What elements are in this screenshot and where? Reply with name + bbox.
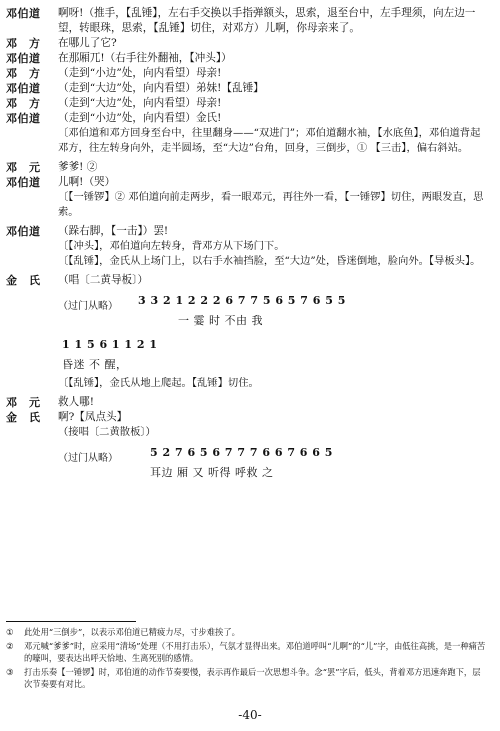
- stage-direction: 〔【乱锤】，金氏从上场门上，以右手水袖挡脸，至“大边”处，昏迷倒地，脸向外。【导板头】。: [58, 255, 481, 267]
- stage-direction: 〔【乱锤】，金氏从地上爬起。【乱锤】切住。: [58, 377, 259, 389]
- role-name: 邓伯道: [6, 82, 41, 95]
- score-lyrics: 一 霎 时 不由 我: [178, 314, 263, 327]
- footnote-mark: ③: [6, 667, 14, 677]
- score-lyrics: 昏迷 不 醒，: [62, 358, 128, 371]
- role-name: 邓伯道: [6, 7, 41, 20]
- role-name: 邓 方: [6, 67, 41, 80]
- dialogue-line: [6, 81, 490, 96]
- dialogue-line: [6, 36, 490, 51]
- line-text: 在那厢兀!（右手往外翻袖，【冲头】）: [58, 52, 232, 64]
- role-name: 邓伯道: [6, 52, 41, 65]
- score-notes: 3 3 2 1 2 2 2 6 7 7 5 6 5 7 6 5 5: [138, 294, 346, 307]
- role-name: 邓 方: [6, 37, 41, 50]
- dialogue-line: [6, 96, 490, 111]
- line-text: 儿啊!（哭）: [58, 176, 116, 188]
- footnote-text: 打击乐奏【一锤锣】时，邓伯道的动作节奏要慢，表示再作最后一次思想斗争。念“罢”字后，低头，背着邓方迅速奔跑下，层次节奏要有对比。: [24, 667, 481, 689]
- footnote-mark: ②: [6, 641, 14, 651]
- dialogue-line: [6, 51, 490, 66]
- line-text: （走到“大边”处，向内看望）母亲!: [58, 97, 222, 109]
- dialogue-line: [6, 410, 490, 425]
- footnote-text: 此处用“三倒步”，以表示邓伯道已精疲力尽，寸步难挨了。: [24, 627, 240, 637]
- role-name: 金 氏: [6, 274, 41, 287]
- role-name: 邓 元: [6, 396, 41, 409]
- role-name: 金 氏: [6, 411, 41, 424]
- role-name: 邓伯道: [6, 176, 41, 189]
- score-lead: （过门从略）: [58, 453, 118, 464]
- score-notes: 5 2 7 6 5 6 7 7 7 6 6 7 6 6 5: [150, 446, 333, 459]
- line-text: 啊呀!（推手，【乱锤】，左右手交换以手指弹额头，思索，退至台中，左手理须，向左边一望，转眼珠，思索，【乱锤】切住，对邓方）儿啊，你母亲来了。: [58, 7, 476, 34]
- line-text: （跺右脚，【一击】）罢!: [58, 225, 169, 237]
- dialogue-line: [6, 224, 490, 239]
- line-text: （唱〔二黄导板〕）: [58, 274, 149, 286]
- line-text: （走到“小边”处，向内看望）金氏!: [58, 112, 222, 124]
- stage-direction: 〔【一锤锣】② 邓伯道向前走两步，看一眼邓元，再往外一看，【一锤锣】切住，两眼发直，思索。: [58, 191, 484, 218]
- jianpu-score-1: [58, 288, 490, 332]
- role-name: 邓 元: [6, 161, 41, 174]
- stage-direction: 〔【冲头】，邓伯道向左转身，背邓方从下场门下。: [58, 240, 285, 252]
- line-text: 在哪儿了它?: [58, 37, 117, 49]
- footnote-mark: ①: [6, 627, 14, 637]
- line-text: 爹爹! ②: [58, 161, 98, 173]
- dialogue-line: [6, 66, 490, 81]
- footnote-divider: [6, 621, 136, 622]
- line-text: 啊?【凤点头】: [58, 411, 128, 423]
- score-lyrics: 耳边 厢 又 听得 呼救 之: [150, 466, 274, 479]
- role-name: 邓伯道: [6, 112, 41, 125]
- role-name: 邓 方: [6, 97, 41, 110]
- dialogue-block-2: [6, 376, 490, 440]
- dialogue-block-1: [6, 6, 490, 288]
- footnote: [6, 626, 486, 638]
- jianpu-score-2: [58, 332, 490, 376]
- line-text: 救人哪!: [58, 396, 95, 408]
- page-number: -40-: [238, 708, 262, 722]
- dialogue-line: [6, 175, 490, 190]
- line-text: （走到“大边”处，向内看望）弟妹!【乱锤】: [58, 82, 264, 94]
- stage-direction: 〔邓伯道和邓方回身至台中，往里翻身——“双进门”；邓伯道翻水袖，【水底鱼】，邓伯道背起邓方，往左转身向外，走半圆场，至“大边”台角，回身，三倒步，① 【三击】，偏右斜站。: [58, 127, 481, 154]
- role-name: 邓伯道: [6, 225, 41, 238]
- jianpu-score-3: [58, 440, 490, 484]
- score-lead: （过门从略）: [58, 301, 118, 312]
- footnote-text: 邓元喊“爹爹”时，应采用“清场”处理（不用打击乐），气氛才显得出来。邓伯道呼叫“儿啊”的“儿”字，由低往高挑，是一种痛苦的嚎叫，要表达出呼天恰地、生离死别的感情。: [24, 641, 486, 663]
- stage-direction: （接唱〔二黄散板〕）: [58, 426, 156, 438]
- dialogue-line: [6, 160, 490, 175]
- dialogue-line: [6, 395, 490, 410]
- dialogue-line: [6, 6, 490, 36]
- line-text: （走到“小边”处，向内看望）母亲!: [58, 67, 222, 79]
- footnote: [6, 666, 486, 690]
- dialogue-line: [6, 273, 490, 288]
- footnote: [6, 640, 486, 664]
- dialogue-line: [6, 111, 490, 126]
- score-notes: 1 1 5 6 1 1 2 1: [62, 338, 158, 351]
